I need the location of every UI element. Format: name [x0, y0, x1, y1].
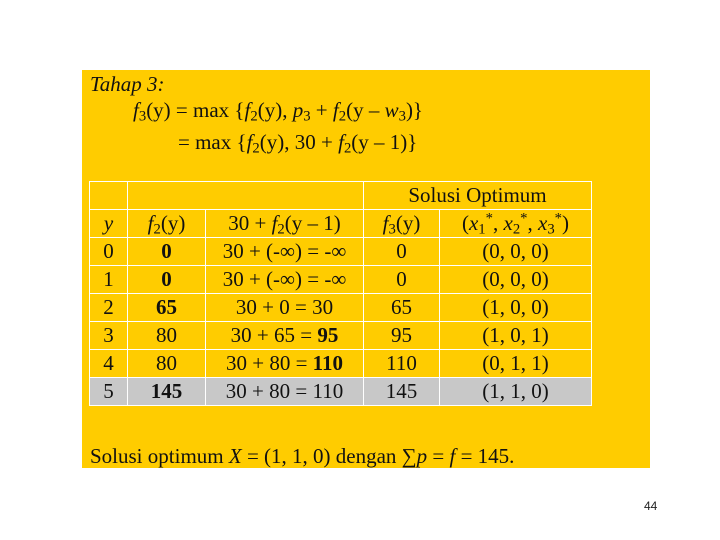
cell-expr-a: 30 + (-∞) = -∞	[222, 267, 347, 291]
cell-y: 4	[90, 350, 128, 378]
h-x1: x	[468, 211, 479, 235]
conclusion-c: =	[427, 444, 450, 468]
h-f2: f	[147, 211, 154, 235]
equation-line-1	[133, 98, 424, 125]
eq1-lhs-arg: (y) = max {	[146, 98, 245, 122]
table-header-row	[90, 210, 592, 238]
table-row	[90, 238, 592, 266]
conclusion-p: p	[416, 444, 428, 468]
eq2-f: f	[246, 130, 253, 154]
cell-y: 3	[90, 322, 128, 350]
h-x1-sub: 1	[478, 221, 486, 238]
eq1-p: p	[292, 98, 304, 122]
cell-f2: 0	[128, 266, 206, 294]
h-sep2: ,	[527, 211, 538, 235]
cell-expr-a: 30 + 80 = 110	[225, 379, 344, 403]
cell-f2: 65	[128, 294, 206, 322]
eq1-f2b-sub: 2	[338, 108, 347, 125]
header-f2	[128, 210, 206, 238]
cell-y: 1	[90, 266, 128, 294]
eq2-f2-sub: 2	[343, 140, 352, 157]
h-sol-close: )	[562, 211, 570, 235]
table-row-highlighted	[90, 378, 592, 406]
h-sep1: ,	[492, 211, 504, 235]
cell-f3: 65	[364, 294, 440, 322]
empty-cell	[128, 182, 364, 210]
eq1-p-sub: 3	[303, 108, 311, 125]
cell-solution: (1, 0, 1)	[440, 322, 592, 350]
cell-expr	[206, 266, 364, 294]
h-f2-arg: (y)	[160, 211, 186, 235]
conclusion-X: X	[228, 444, 242, 468]
cell-solution: (1, 1, 0)	[440, 378, 592, 406]
eq2-f2: f	[338, 130, 344, 154]
cell-f2: 80	[128, 350, 206, 378]
table-row	[90, 322, 592, 350]
header-f3	[364, 210, 440, 238]
eq1-close: )}	[405, 98, 424, 122]
cell-expr	[206, 350, 364, 378]
eq2-prefix: = max {	[178, 130, 247, 154]
conclusion-a: Solusi optimum	[90, 444, 229, 468]
cell-y: 5	[90, 378, 128, 406]
h-x3-sup: *	[554, 210, 563, 227]
table-group-header-row	[90, 182, 592, 210]
eq2-f-sub: 2	[252, 140, 260, 157]
h-expr-sub: 2	[277, 221, 285, 238]
cell-solution: (0, 0, 0)	[440, 238, 592, 266]
eq1-f3-sub: 3	[138, 108, 147, 125]
empty-cell	[90, 182, 128, 210]
h-expr-prefix: 30 +	[228, 211, 272, 235]
cell-y: 0	[90, 238, 128, 266]
conclusion-d: = 145.	[455, 444, 515, 468]
cell-solution: (1, 0, 0)	[440, 294, 592, 322]
dp-table	[89, 181, 592, 406]
h-f3-arg: (y)	[395, 211, 421, 235]
h-x1-sup: *	[485, 210, 493, 227]
cell-f3: 0	[364, 238, 440, 266]
conclusion-line	[90, 443, 514, 469]
page-number: 44	[644, 499, 658, 513]
cell-expr	[206, 238, 364, 266]
header-solution	[440, 210, 592, 238]
cell-expr-a: 30 + (-∞) = -∞	[222, 239, 347, 263]
group-header-solusi-optimum: Solusi Optimum	[364, 182, 592, 210]
cell-f2: 80	[128, 322, 206, 350]
h-x3-sub: 3	[547, 221, 555, 238]
h-x2-sup: *	[520, 210, 528, 227]
h-f3: f	[382, 211, 389, 235]
cell-f3: 145	[364, 378, 440, 406]
eq1-f2a: f	[244, 98, 251, 122]
cell-expr-a: 30 + 0 = 30	[235, 295, 334, 319]
eq1-w: w	[384, 98, 399, 122]
cell-y: 2	[90, 294, 128, 322]
h-f3-sub: 3	[388, 221, 396, 238]
equation-line-2	[178, 130, 418, 157]
h-f2-sub: 2	[153, 221, 161, 238]
eq1-w-sub: 3	[398, 108, 406, 125]
eq1-f2a-arg: (y),	[257, 98, 293, 122]
h-x3: x	[538, 211, 548, 235]
cell-f3: 95	[364, 322, 440, 350]
cell-f2: 0	[128, 238, 206, 266]
header-expr	[206, 210, 364, 238]
cell-expr-b: 110	[312, 351, 344, 375]
eq2-f-arg: (y), 30 +	[259, 130, 339, 154]
table-row	[90, 266, 592, 294]
h-sol-open: (	[461, 211, 469, 235]
cell-solution: (0, 0, 0)	[440, 266, 592, 294]
header-y: y	[90, 210, 128, 238]
cell-f2: 145	[128, 378, 206, 406]
cell-expr	[206, 294, 364, 322]
eq1-f3: f	[133, 98, 139, 122]
eq1-f2b: f	[332, 98, 339, 122]
eq1-f2a-sub: 2	[250, 108, 258, 125]
conclusion-f: f	[449, 444, 456, 468]
cell-solution: (0, 1, 1)	[440, 350, 592, 378]
cell-expr-a: 30 + 80 =	[225, 351, 313, 375]
conclusion-b: = (1, 1, 0) dengan ∑	[241, 444, 417, 468]
h-x2-sub: 2	[512, 221, 521, 238]
cell-expr	[206, 322, 364, 350]
h-x2: x	[503, 211, 513, 235]
stage-label: Tahap 3:	[90, 72, 165, 96]
eq1-plus: +	[310, 98, 333, 122]
eq2-f2-arg: (y – 1)}	[351, 130, 418, 154]
h-expr-f: f	[271, 211, 278, 235]
cell-f3: 110	[364, 350, 440, 378]
cell-expr-a: 30 + 65 =	[230, 323, 318, 347]
cell-expr-b: 95	[317, 323, 339, 347]
table-row	[90, 294, 592, 322]
h-expr-arg: (y – 1)	[284, 211, 341, 235]
cell-f3: 0	[364, 266, 440, 294]
cell-expr	[206, 378, 364, 406]
eq1-f2b-arg: (y –	[346, 98, 385, 122]
table-row	[90, 350, 592, 378]
